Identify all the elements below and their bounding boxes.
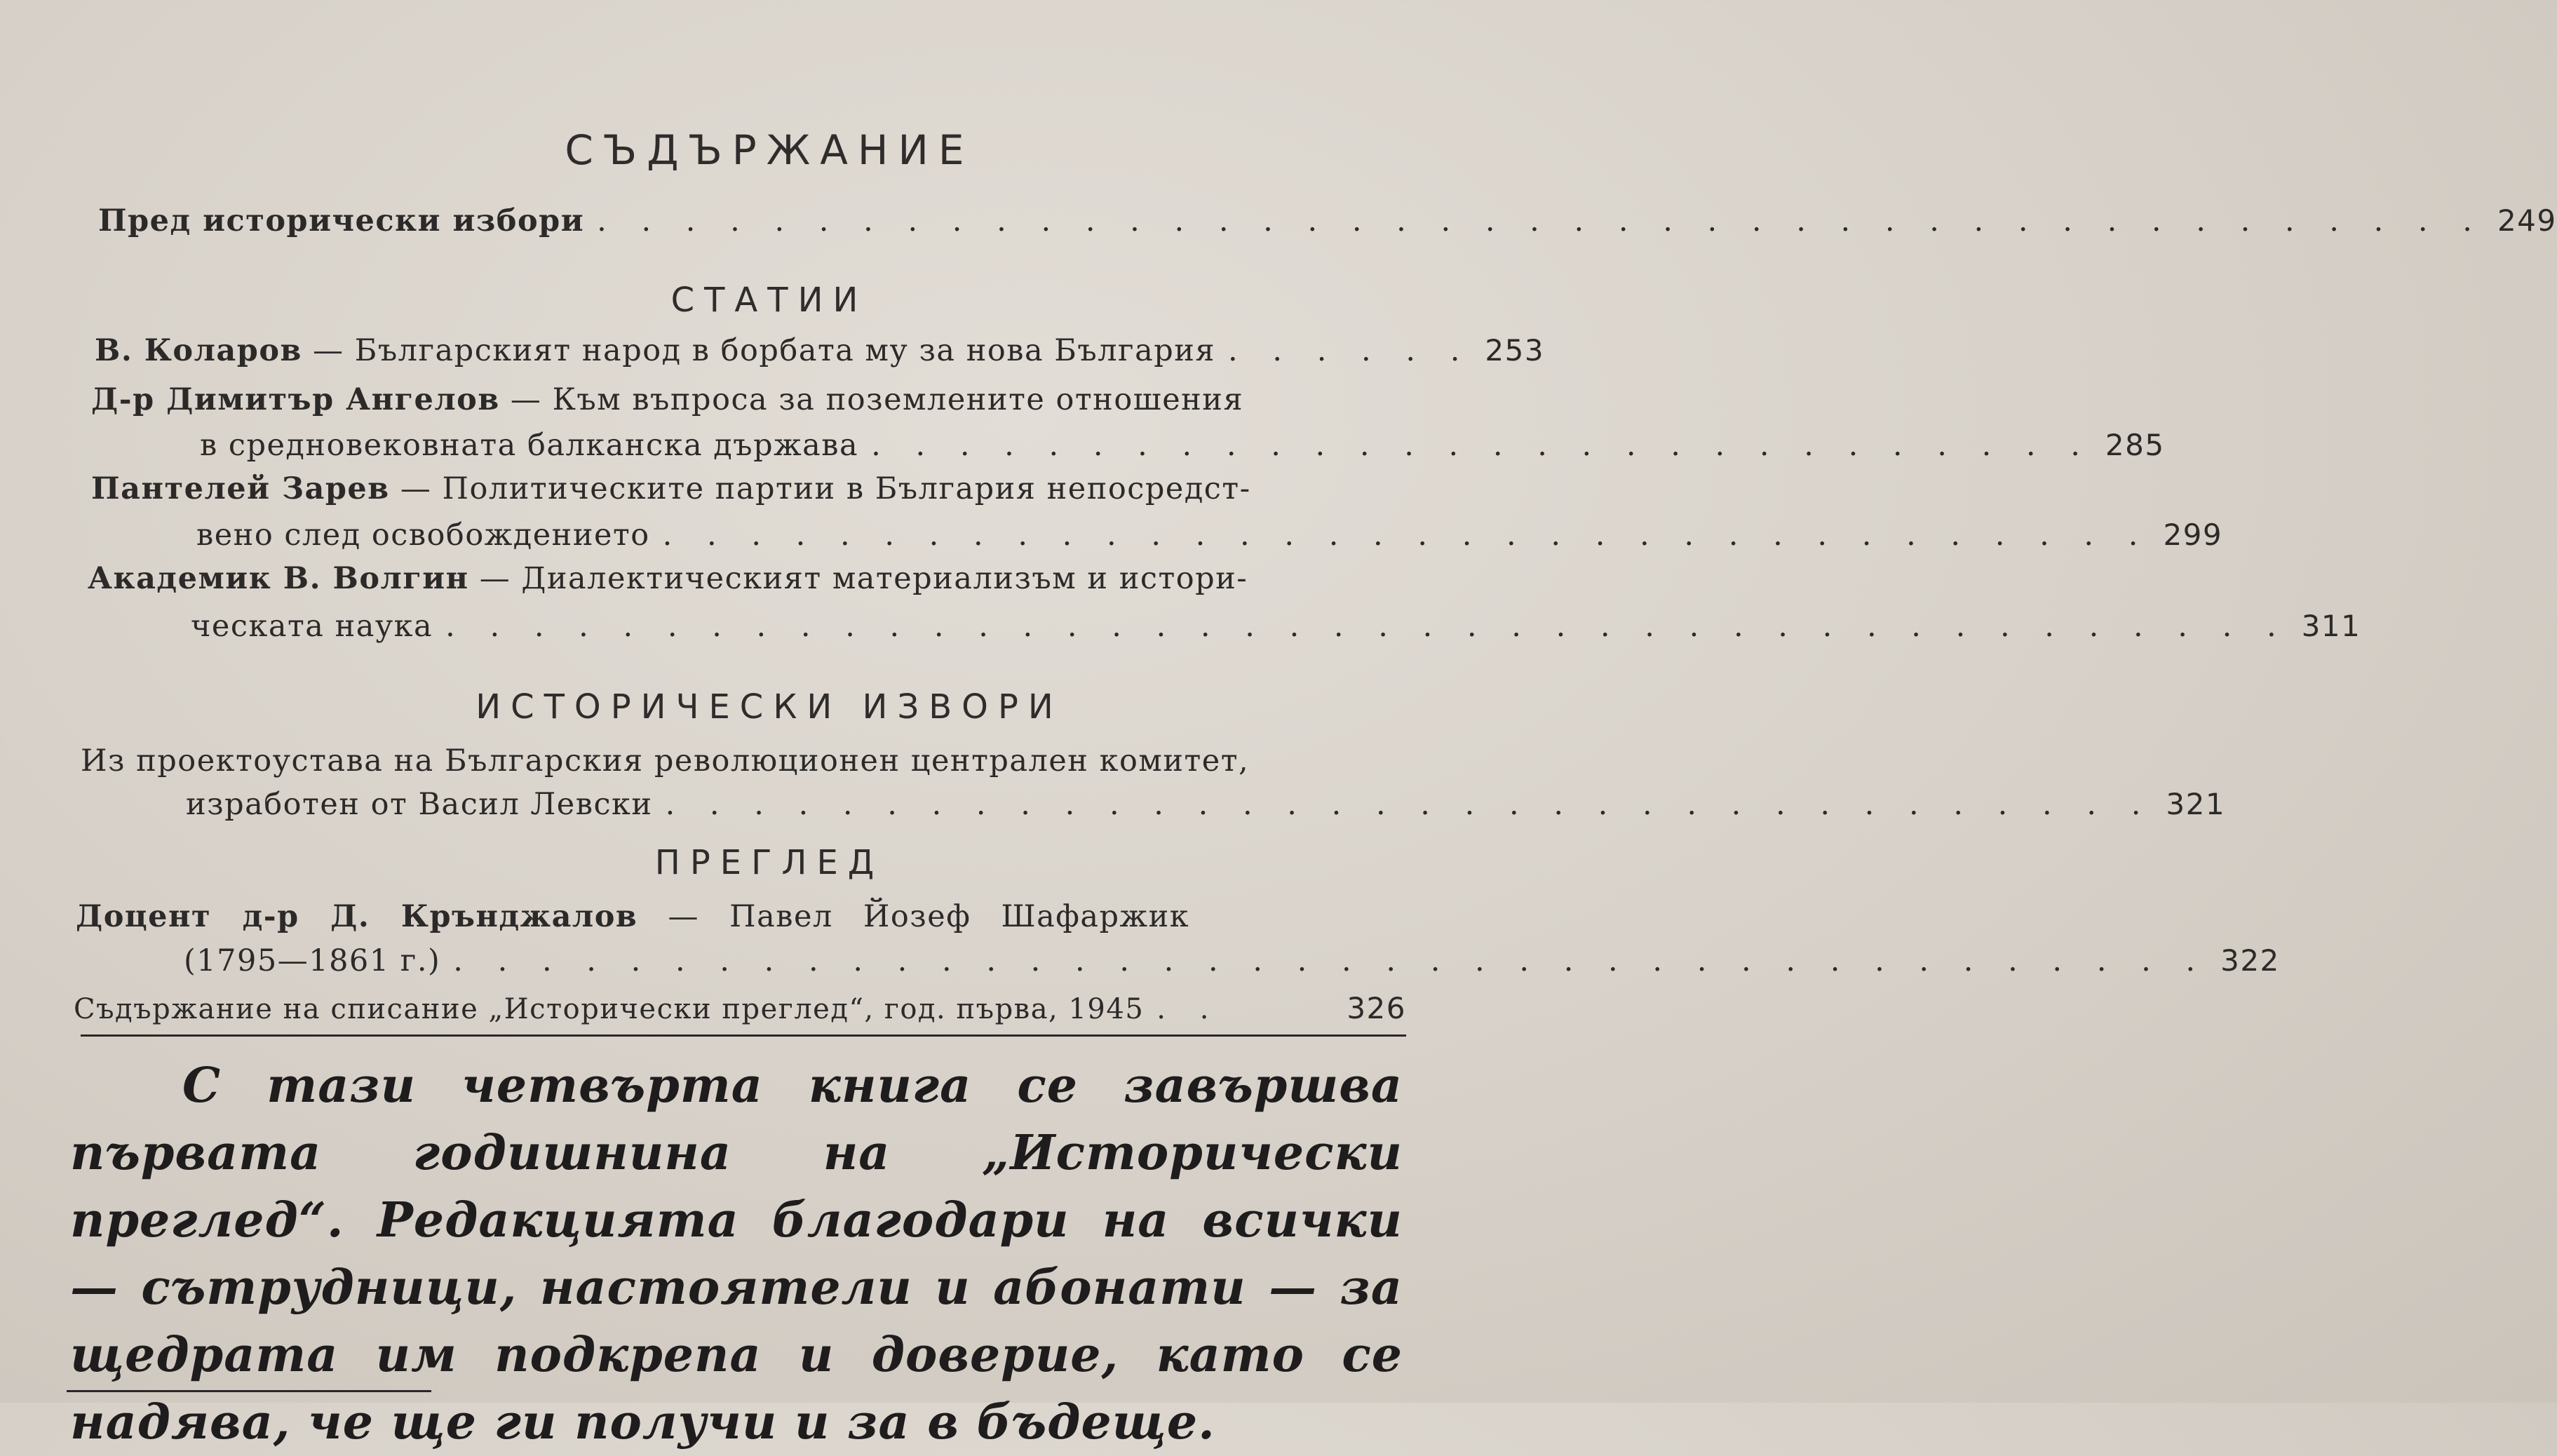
page-number: 299 — [2163, 518, 2223, 552]
toc-entry-continuation — [186, 787, 2226, 822]
dot-leader: . . . . . . . . . . . . . . . . . . . . . . . . . . . . . . . . . . . . . . . . — [453, 943, 2208, 978]
section-heading-review: ПРЕГЛЕД — [654, 843, 884, 882]
entry-line — [91, 471, 1251, 506]
toc-entry — [91, 382, 1417, 417]
entry-title: Пред исторически избори — [98, 203, 585, 238]
entry-title-cont: вено след освобождението — [196, 518, 650, 553]
entry-author: Д-р Димитър Ангелов — [91, 382, 500, 417]
page-number: 253 — [1485, 333, 1545, 368]
entry-title-cont: в средновековната балканска държава — [200, 428, 859, 463]
entry-title: Съдържание на списание „Исторически преглед“, год. първа, 1945 — [74, 993, 1145, 1025]
entry-author: В. Коларов — [95, 333, 302, 368]
toc-entry-continuation — [200, 428, 2165, 463]
page-number: 322 — [2220, 943, 2280, 978]
dot-leader: . . . . . . . . . . . . . . . . . . . . . . . . . . . . — [871, 428, 2093, 463]
entry-title: — Павел Йозеф Шафаржик — [637, 899, 1190, 934]
section-heading-articles: СТАТИИ — [670, 281, 868, 320]
dot-leader: . . . . . . . . . . . . . . . . . . . . . . . . . . . . . . . . . . . . . . . . . . . — [597, 203, 2485, 238]
entry-title: — Българският народ в борбата му за нова България — [302, 333, 1216, 368]
toc-entry-continuation — [191, 609, 2361, 644]
entry-author: Доцент д-р Д. Крънджалов — [76, 899, 638, 934]
entry-title-cont: ческата наука — [191, 609, 433, 644]
toc-entry — [76, 899, 1408, 934]
contents-title: СЪДЪРЖАНИЕ — [565, 126, 974, 174]
dot-leader: . . . . . . . . . . . . . . . . . . . . . . . . . . . . . . . . . . . . . . . . . . — [445, 609, 2289, 644]
entry-title: — Диалектическият материализъм и истори- — [468, 561, 1248, 596]
divider-bottom — [67, 1390, 431, 1392]
toc-entry — [95, 333, 1545, 368]
toc-entry-continuation — [184, 943, 2280, 978]
entry-author: Пантелей Зарев — [91, 471, 390, 506]
entry-author: Академик В. Волгин — [88, 561, 469, 596]
page-number: 249 — [2497, 203, 2557, 238]
toc-entry-intro — [98, 203, 2557, 238]
entry-title: — Към въпроса за поземлените отношения — [499, 382, 1244, 417]
page-number: 321 — [2166, 787, 2226, 821]
toc-entry-journal-contents — [74, 991, 1406, 1025]
entry-title-cont: изработен от Васил Левски — [186, 787, 653, 822]
entry-line — [88, 561, 1248, 596]
entry-line — [91, 382, 1243, 417]
dot-leader: . . — [1156, 993, 1222, 1025]
entry-line — [76, 899, 1189, 934]
page-number: 326 — [1347, 991, 1406, 1025]
divider-top — [81, 1034, 1406, 1037]
dot-leader: . . . . . . — [1228, 333, 1473, 368]
entry-line — [95, 333, 1215, 368]
closing-note: С тази четвърта книга се завършва първата годишнина на „Исторически преглед“. Редакцията благодари на всички — сътрудници, настоятели и абонати — за щедрата им подкрепа и доверие, като се надява, че ще ги получи и за в бъдеще. — [70, 1058, 1403, 1450]
dot-leader: . . . . . . . . . . . . . . . . . . . . . . . . . . . . . . . . . . — [662, 518, 2151, 553]
entry-title-cont: (1795—1861 г.) — [184, 943, 441, 978]
toc-entry — [91, 471, 1417, 506]
toc-entry — [81, 743, 1417, 778]
toc-entry — [88, 561, 1417, 596]
section-heading-sources: ИСТОРИЧЕСКИ ИЗВОРИ — [475, 687, 1063, 727]
page-number: 285 — [2105, 428, 2165, 462]
page-number: 311 — [2301, 609, 2361, 643]
entry-title: — Политическите партии в България непосредст- — [389, 471, 1251, 506]
dot-leader: . . . . . . . . . . . . . . . . . . . . . . . . . . . . . . . . . . — [665, 787, 2154, 822]
entry-title: Из проектоустава на Българския революционен централен комитет, — [81, 743, 1250, 778]
toc-entry-continuation — [196, 518, 2223, 553]
